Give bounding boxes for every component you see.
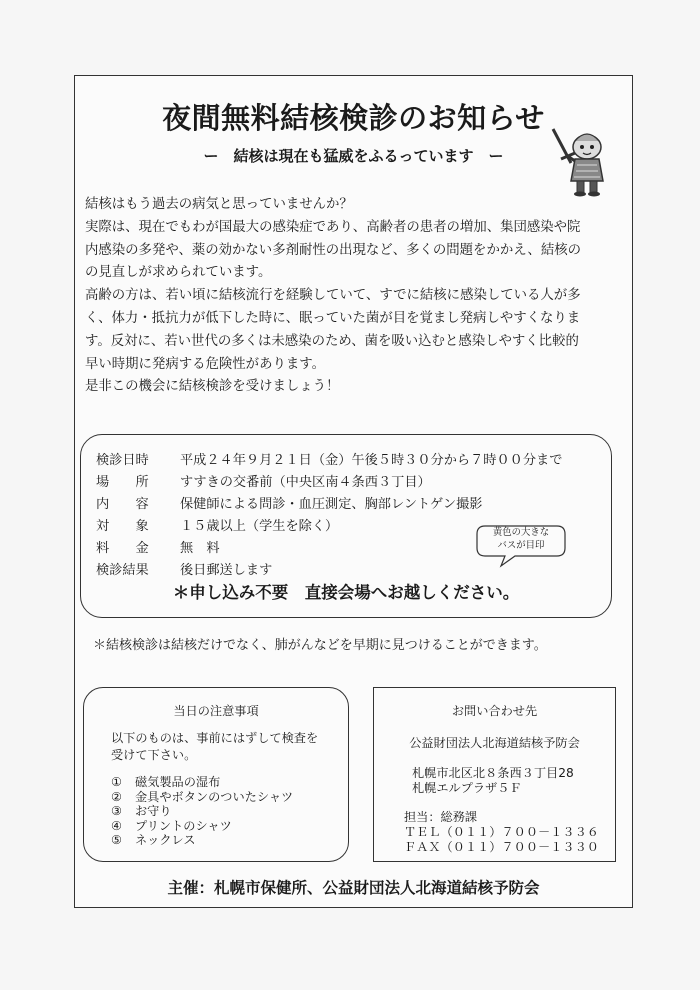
- intro-line: 内感染の多発や、薬の効かない多剤耐性の出現など、多くの問題をかかえ、結核の: [85, 242, 581, 258]
- contact-box: [373, 687, 616, 862]
- item-number: ②: [111, 789, 122, 804]
- list-item: [111, 790, 293, 805]
- item-text: 金具やボタンのついたシャツ: [135, 789, 294, 804]
- detail-label: 内 容: [96, 497, 149, 512]
- organizer: 主催：札幌市保健所、公益財団法人北海道結核予防会: [167, 879, 540, 897]
- footnote: ＊結核検診は結核だけでなく、肺がんなどを早期に見つけることができます。: [93, 638, 547, 653]
- detail-row-results: [96, 559, 272, 578]
- detail-row-fee: [96, 537, 220, 556]
- intro-line: 結核はもう過去の病気と思っていませんか？: [85, 197, 353, 212]
- no-registration-note: ＊申し込み不要 直接会場へお越しください。: [172, 583, 520, 602]
- detail-row-target: [96, 515, 338, 534]
- bus-landmark-bubble: [479, 527, 563, 552]
- list-item: [111, 819, 293, 834]
- precautions-intro-line: 受けて下さい。: [111, 748, 197, 762]
- contact-tel: ＴＥＬ（０１１）７００－１３３６: [404, 825, 599, 839]
- item-number: ③: [111, 804, 122, 818]
- detail-label: 検診結果: [96, 563, 149, 578]
- detail-value: １５歳以上（学生を除く）: [180, 519, 339, 534]
- contact-fax: ＦＡＸ（０１１）７００－１３３０: [404, 840, 599, 854]
- detail-label: 対 象: [96, 519, 149, 534]
- detail-label: 料 金: [96, 541, 149, 556]
- precautions-title: 当日の注意事項: [173, 704, 259, 718]
- intro-text: [85, 194, 623, 399]
- item-number: ①: [111, 775, 122, 789]
- bubble-line: 黄色の大きな: [492, 527, 550, 538]
- knight-mascot-icon: [547, 123, 619, 197]
- item-text: プリントのシャツ: [135, 818, 232, 833]
- intro-line: 高齢の方は、若い頃に結核流行を経験していて、すでに結核に感染している人が多: [85, 288, 581, 304]
- contact-staff: 担当：総務課: [404, 810, 478, 824]
- contact-address: [412, 766, 574, 796]
- list-item: [111, 775, 293, 790]
- intro-line: 実際は、現在でもわが国最大の感染症であり、高齢者の患者の増加、集団感染や院: [85, 219, 581, 235]
- detail-row-place: [96, 471, 431, 490]
- list-item: [111, 804, 293, 819]
- detail-value: すすきの交番前（中央区南４条西３丁目）: [180, 475, 431, 490]
- detail-label: 場 所: [96, 475, 149, 490]
- notice-frame: [74, 75, 633, 908]
- detail-value: 後日郵送します: [180, 563, 273, 578]
- intro-line: 是非この機会に結核検診を受けましょう！: [85, 379, 340, 395]
- item-text: ネックレス: [135, 833, 196, 847]
- intro-line: す。反対に、若い世代の多くは未感染のため、菌を吸い込むと感染しやすく比較的: [85, 333, 579, 349]
- detail-value: 保健師による問診・血圧測定、胸部レントゲン撮影: [180, 497, 483, 512]
- page-subtitle: ー 結核は現在も猛威をふるっています ー: [203, 147, 504, 165]
- item-text: 磁気製品の湿布: [135, 775, 221, 789]
- detail-row-datetime: [96, 449, 562, 468]
- detail-label: 検診日時: [96, 453, 149, 468]
- detail-value: 平成２４年９月２１日（金）午後５時３０分から７時００分まで: [180, 453, 563, 468]
- address-line: 札幌エルプラザ５Ｆ: [412, 781, 522, 795]
- precautions-intro-line: 以下のものは、事前にはずして検査を: [111, 731, 319, 745]
- contact-details: [404, 810, 599, 855]
- item-number: ⑤: [111, 833, 122, 847]
- intro-line: 早い時期に発病する危険性があります。: [85, 356, 325, 372]
- list-item: [111, 833, 293, 848]
- address-line: 札幌市北区北８条西３丁目28: [412, 766, 574, 780]
- contact-org: 公益財団法人北海道結核予防会: [409, 736, 580, 750]
- bubble-line: バスが目印: [497, 539, 545, 551]
- item-text: お守り: [135, 804, 172, 818]
- intro-line: く、体力・抵抗力が低下した時に、眠っていた菌が目を覚まし発病しやすくなりま: [85, 310, 581, 326]
- precautions-box: [83, 687, 349, 862]
- page-title: 夜間無料結核検診のお知らせ: [162, 101, 545, 135]
- precautions-intro: [111, 730, 341, 764]
- item-number: ④: [111, 818, 122, 833]
- detail-value: 無 料: [180, 541, 220, 556]
- precautions-list: [111, 775, 293, 848]
- detail-row-content: [96, 493, 482, 512]
- intro-line: の見直しが求められています。: [85, 265, 272, 281]
- contact-title: お問い合わせ先: [451, 704, 538, 718]
